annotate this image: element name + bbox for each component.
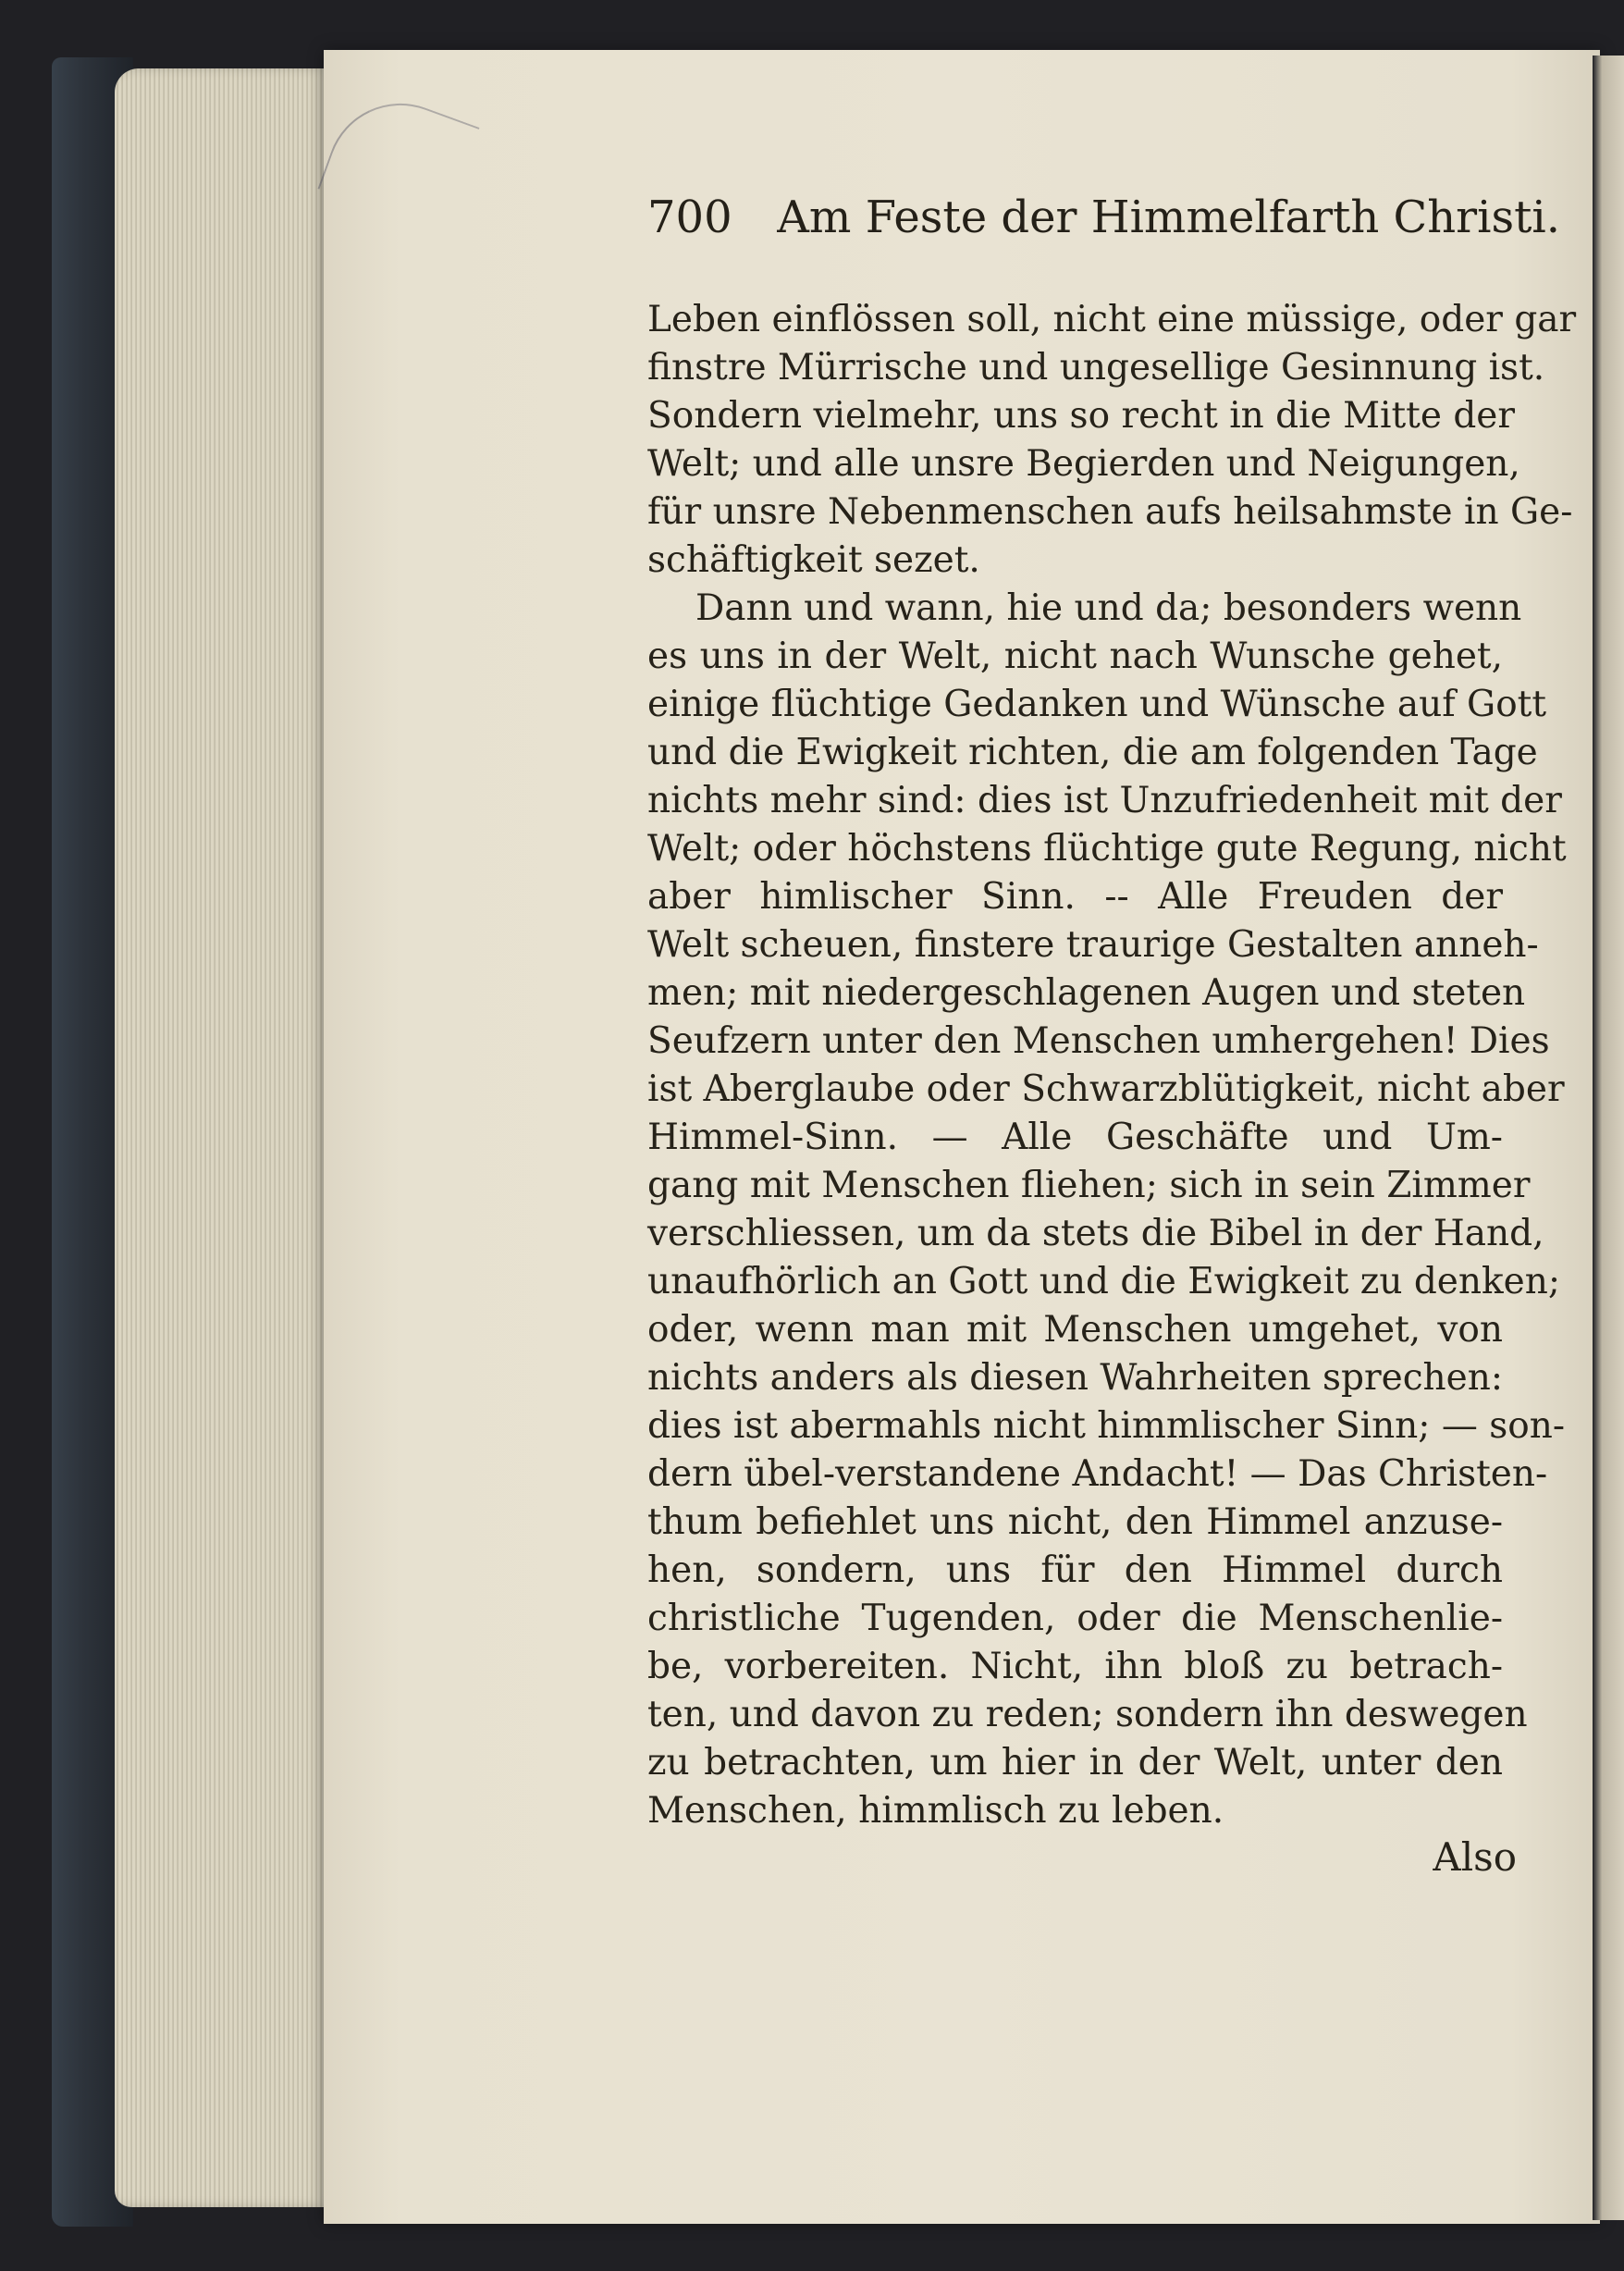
text-line: einige flüchtige Gedanken und Wünsche auf Gott	[647, 684, 1547, 725]
running-header	[647, 185, 1560, 250]
text-line: Welt; und alle unsre Begierden und Neigungen,	[647, 443, 1520, 485]
text-line: Welt scheuen, finstere traurige Gestalten anneh-	[647, 924, 1539, 966]
text-line: schäftigkeit sezet.	[647, 539, 980, 581]
text-line: christliche Tugenden, oder die Menschenlie-	[647, 1598, 1503, 1639]
text-line: Seufzern unter den Menschen umhergehen! Dies	[647, 1020, 1550, 1062]
text-line: es uns in der Welt, nicht nach Wunsche gehet,	[647, 636, 1503, 677]
text-line: Himmel-Sinn. — Alle Geschäfte und Um-	[647, 1117, 1503, 1158]
text-line: finstre Mürrische und ungesellige Gesinnung ist.	[647, 347, 1545, 389]
text-line: be, vorbereiten. Nicht, ihn bloß zu betrach-	[647, 1646, 1503, 1687]
catchword: Also	[1433, 1834, 1517, 1880]
text-line: ist Aberglaube oder Schwarzblütigkeit, nicht aber	[647, 1068, 1565, 1110]
text-line: für unsre Nebenmenschen aufs heilsahmste in Ge-	[647, 491, 1573, 533]
text-line: Dann und wann, hie und da; besonders wenn	[695, 587, 1522, 629]
text-line: dies ist abermahls nicht himmlischer Sinn; — son-	[647, 1405, 1566, 1447]
text-line: gang mit Menschen fliehen; sich in sein Zimmer	[647, 1165, 1531, 1206]
text-line: dern übel-verstandene Andacht! — Das Christen-	[647, 1453, 1548, 1495]
text-line: oder, wenn man mit Menschen umgehet, von	[647, 1309, 1503, 1351]
text-line: Menschen, himmlisch zu leben.	[647, 1790, 1224, 1832]
text-line: ten, und davon zu reden; sondern ihn deswegen	[647, 1694, 1528, 1735]
text-line: zu betrachten, um hier in der Welt, unter den	[647, 1742, 1503, 1783]
text-line: Welt; oder höchstens flüchtige gute Regung, nicht	[647, 828, 1567, 870]
text-line: und die Ewigkeit richten, die am folgenden Tage	[647, 732, 1538, 773]
text-line: aber himlischer Sinn. -- Alle Freuden der	[647, 876, 1503, 918]
text-line: hen, sondern, uns für den Himmel durch	[647, 1549, 1503, 1591]
text-line: Leben einflössen soll, nicht eine müssige, oder gar	[647, 299, 1577, 340]
running-title: Am Feste der Himmelfarth Christi.	[777, 191, 1560, 243]
text-line: thum befiehlet uns nicht, den Himmel anzuse-	[647, 1501, 1503, 1543]
text-line: verschliessen, um da stets die Bibel in der Hand,	[647, 1213, 1544, 1254]
page-body	[647, 296, 1577, 1835]
page-number: 700	[647, 191, 732, 243]
page-edges	[115, 68, 329, 2207]
facing-page-edge	[1593, 56, 1624, 2220]
text-line: men; mit niedergeschlagenen Augen und steten	[647, 972, 1526, 1014]
text-line: nichts anders als diesen Wahrheiten sprechen:	[647, 1357, 1504, 1399]
text-line: unaufhörlich an Gott und die Ewigkeit zu denken;	[647, 1261, 1560, 1302]
text-line: Sondern vielmehr, uns so recht in die Mitte der	[647, 395, 1516, 437]
text-line: nichts mehr sind: dies ist Unzufriedenheit mit der	[647, 780, 1562, 821]
